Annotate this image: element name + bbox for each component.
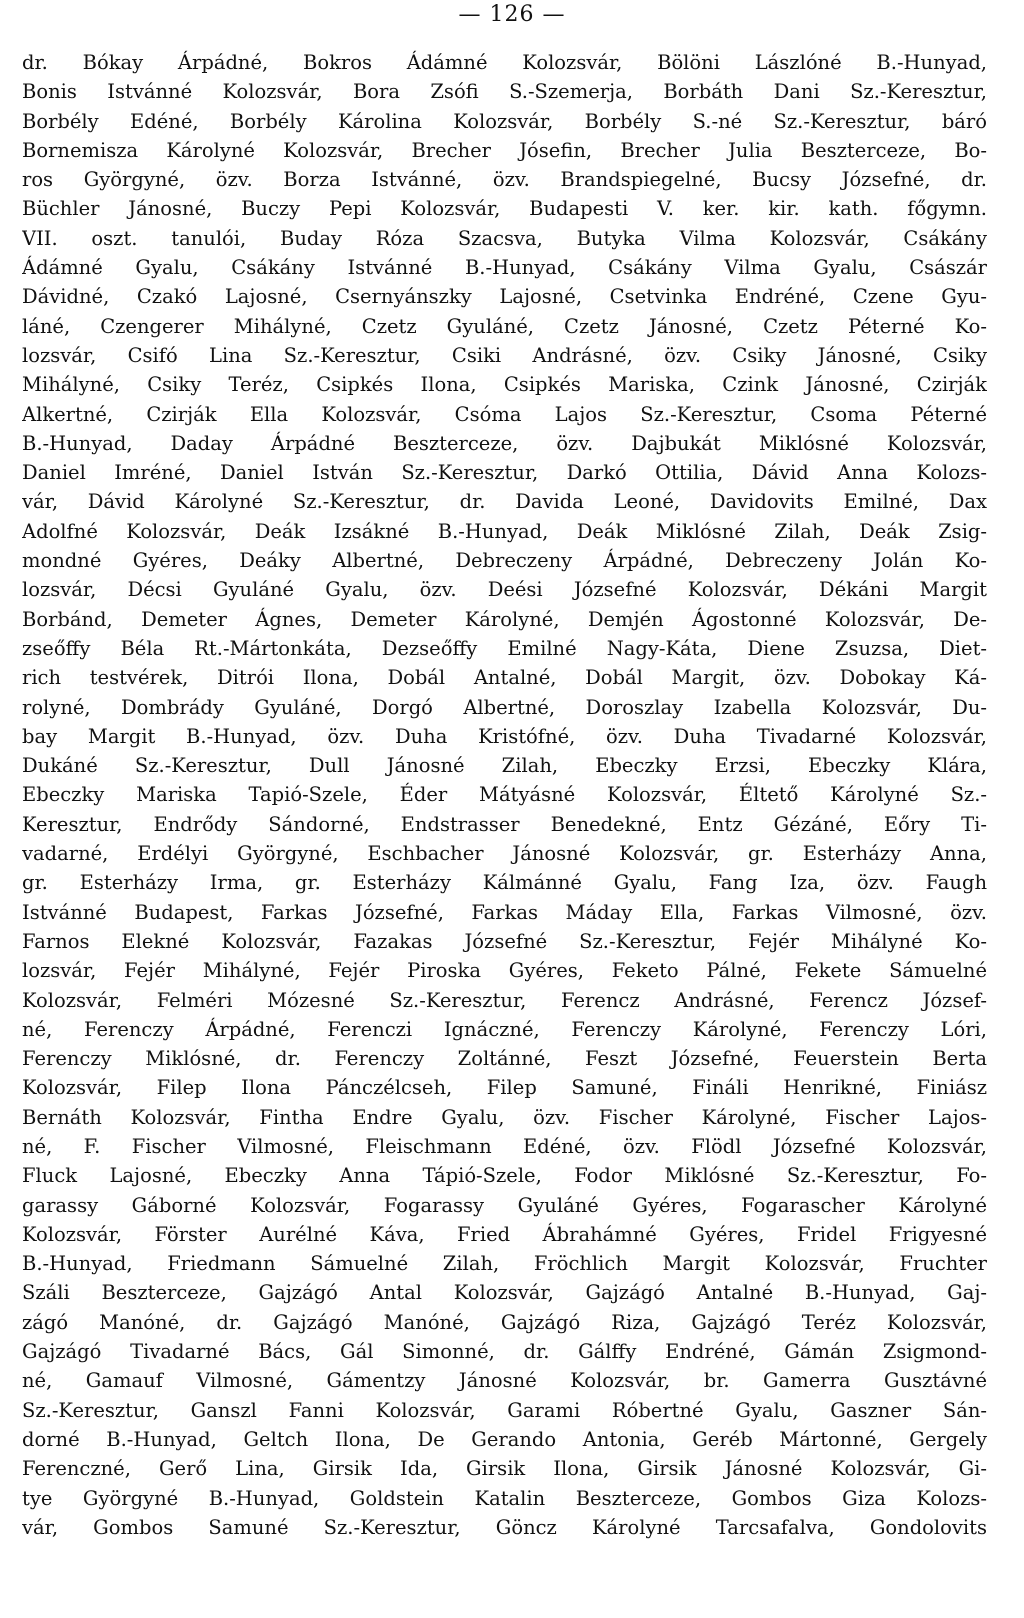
text-line: lozsvár, Fejér Mihályné, Fejér Piroska Gyéres, Feketo Pálné, Fekete Sámuelné (22, 959, 987, 983)
text-line: Istvánné Budapest, Farkas Józsefné, Farkas Máday Ella, Farkas Vilmosné, özv. (22, 900, 987, 924)
text-line: Kolozsvár, Filep Ilona Pánczélcseh, Filep Samuné, Fináli Henrikné, Finiász (22, 1076, 987, 1100)
text-line: vadarné, Erdélyi Györgyné, Eschbacher Jánosné Kolozsvár, gr. Esterházy Anna, (22, 842, 987, 866)
text-line: gr. Esterházy Irma, gr. Esterházy Kálmánné Gyalu, Fang Iza, özv. Faugh (22, 871, 987, 895)
text-line: zágó Manóné, dr. Gajzágó Manóné, Gajzágó Riza, Gajzágó Teréz Kolozsvár, (22, 1310, 987, 1334)
text-line: dorné B.-Hunyad, Geltch Ilona, De Gerando Antonia, Geréb Mártonné, Gergely (22, 1427, 987, 1451)
text-line: VII. oszt. tanulói, Buday Róza Szacsva, Butyka Vilma Kolozsvár, Csákány (22, 226, 987, 250)
text-line: Adolfné Kolozsvár, Deák Izsákné B.-Hunyad, Deák Miklósné Zilah, Deák Zsig- (22, 519, 987, 543)
text-line: tye Györgyné B.-Hunyad, Goldstein Katalin Beszterceze, Gombos Giza Kolozs- (22, 1486, 987, 1510)
text-line: B.-Hunyad, Friedmann Sámuelné Zilah, Fröchlich Margit Kolozsvár, Fruchter (22, 1252, 987, 1276)
text-line: zseőffy Béla Rt.-Mártonkáta, Dezseőffy Emilné Nagy-Káta, Diene Zsuzsa, Diet- (22, 636, 987, 660)
text-line: né, Ferenczy Árpádné, Ferenczi Ignáczné, Ferenczy Károlyné, Ferenczy Lóri, (22, 1017, 987, 1041)
name-list-body (22, 48, 987, 1542)
text-line: Bernáth Kolozsvár, Fintha Endre Gyalu, özv. Fischer Károlyné, Fischer Lajos- (22, 1105, 987, 1129)
text-line: Fluck Lajosné, Ebeczky Anna Tápió-Szele, Fodor Miklósné Sz.-Keresztur, Fo- (22, 1164, 987, 1188)
text-line: garassy Gáborné Kolozsvár, Fogarassy Gyuláné Gyéres, Fogarascher Károlyné (22, 1193, 987, 1217)
text-line: dr. Bókay Árpádné, Bokros Ádámné Kolozsvár, Bölöni Lászlóné B.-Hunyad, (22, 51, 987, 74)
text-line: Ádámné Gyalu, Csákány Istvánné B.-Hunyad, Csákány Vilma Gyalu, Császár (22, 256, 987, 280)
text-line: bay Margit B.-Hunyad, özv. Duha Kristófné, özv. Duha Tivadarné Kolozsvár, (22, 724, 987, 748)
text-line: lozsvár, Csifó Lina Sz.-Keresztur, Csiki Andrásné, özv. Csiky Jánosné, Csiky (22, 343, 987, 367)
text-line: vár, Dávid Károlyné Sz.-Keresztur, dr. Davida Leoné, Davidovits Emilné, Dax (22, 490, 987, 514)
text-line: lozsvár, Décsi Gyuláné Gyalu, özv. Deési Józsefné Kolozsvár, Dékáni Margit (22, 578, 987, 602)
text-line: rich testvérek, Ditrói Ilona, Dobál Antalné, Dobál Margit, özv. Dobokay Ká- (22, 666, 987, 690)
text-line: Borbánd, Demeter Ágnes, Demeter Károlyné, Demjén Ágostonné Kolozsvár, De- (22, 607, 987, 631)
text-line: Ferenczné, Gerő Lina, Girsik Ida, Girsik Ilona, Girsik Jánosné Kolozsvár, Gi- (22, 1457, 987, 1481)
text-line: láné, Czengerer Mihályné, Czetz Gyuláné, Czetz Jánosné, Czetz Péterné Ko- (22, 314, 987, 338)
text-line: mondné Gyéres, Deáky Albertné, Debreczeny Árpádné, Debreczeny Jolán Ko- (22, 549, 987, 573)
text-line: B.-Hunyad, Daday Árpádné Beszterceze, özv. Dajbukát Miklósné Kolozsvár, (22, 431, 987, 455)
text-line: Farnos Elekné Kolozsvár, Fazakas Józsefné Sz.-Keresztur, Fejér Mihályné Ko- (22, 929, 987, 953)
text-line: Kolozsvár, Felméri Mózesné Sz.-Keresztur, Ferencz Andrásné, Ferencz József- (22, 988, 987, 1012)
page-number: — 126 — (458, 2, 566, 27)
text-line: rolyné, Dombrády Gyuláné, Dorgó Albertné, Doroszlay Izabella Kolozsvár, Du- (22, 695, 987, 719)
text-line: Alkertné, Czirják Ella Kolozsvár, Csóma Lajos Sz.-Keresztur, Csoma Péterné (22, 402, 987, 426)
text-line: Bornemisza Károlyné Kolozsvár, Brecher Jósefin, Brecher Julia Beszterceze, Bo- (22, 138, 987, 162)
text-line: Bonis Istvánné Kolozsvár, Bora Zsófi S.-Szemerja, Borbáth Dani Sz.-Keresztur, (22, 80, 987, 104)
text-line: Ebeczky Mariska Tapió-Szele, Éder Mátyásné Kolozsvár, Éltető Károlyné Sz.- (22, 783, 987, 807)
text-line: ros Györgyné, özv. Borza Istvánné, özv. Brandspiegelné, Bucsy Józsefné, dr. (22, 168, 987, 192)
text-line: vár, Gombos Samuné Sz.-Keresztur, Göncz Károlyné Tarcsafalva, Gondolovits (22, 1515, 987, 1539)
text-line: Büchler Jánosné, Buczy Pepi Kolozsvár, Budapesti V. ker. kir. kath. főgymn. (22, 197, 987, 221)
text-line: Gajzágó Tivadarné Bács, Gál Simonné, dr. Gálffy Endréné, Gámán Zsigmond- (22, 1340, 987, 1364)
text-line: Dukáné Sz.-Keresztur, Dull Jánosné Zilah, Ebeczky Erzsi, Ebeczky Klára, (22, 754, 987, 778)
text-line: né, F. Fischer Vilmosné, Fleischmann Edéné, özv. Flödl Józsefné Kolozsvár, (22, 1134, 987, 1158)
text-line: Borbély Edéné, Borbély Károlina Kolozsvár, Borbély S.-né Sz.-Keresztur, báró (22, 109, 987, 133)
text-line: Mihályné, Csiky Teréz, Csipkés Ilona, Csipkés Mariska, Czink Jánosné, Czirják (22, 373, 987, 397)
text-line: Ferenczy Miklósné, dr. Ferenczy Zoltánné, Feszt Józsefné, Feuerstein Berta (22, 1047, 987, 1071)
text-line: Dávidné, Czakó Lajosné, Csernyánszky Lajosné, Csetvinka Endréné, Czene Gyu- (22, 285, 987, 309)
text-line: Daniel Imréné, Daniel István Sz.-Keresztur, Darkó Ottilia, Dávid Anna Kolozs- (22, 461, 987, 485)
text-line: Keresztur, Endrődy Sándorné, Endstrasser Benedekné, Entz Gézáné, Eőry Ti- (22, 812, 987, 836)
text-line: Kolozsvár, Förster Aurélné Káva, Fried Ábrahámné Gyéres, Fridel Frigyesné (22, 1222, 987, 1246)
text-line: né, Gamauf Vilmosné, Gámentzy Jánosné Kolozsvár, br. Gamerra Gusztávné (22, 1369, 987, 1393)
text-line: Száli Beszterceze, Gajzágó Antal Kolozsvár, Gajzágó Antalné B.-Hunyad, Gaj- (22, 1281, 987, 1305)
text-line: Sz.-Keresztur, Ganszl Fanni Kolozsvár, Garami Róbertné Gyalu, Gaszner Sán- (22, 1398, 987, 1422)
